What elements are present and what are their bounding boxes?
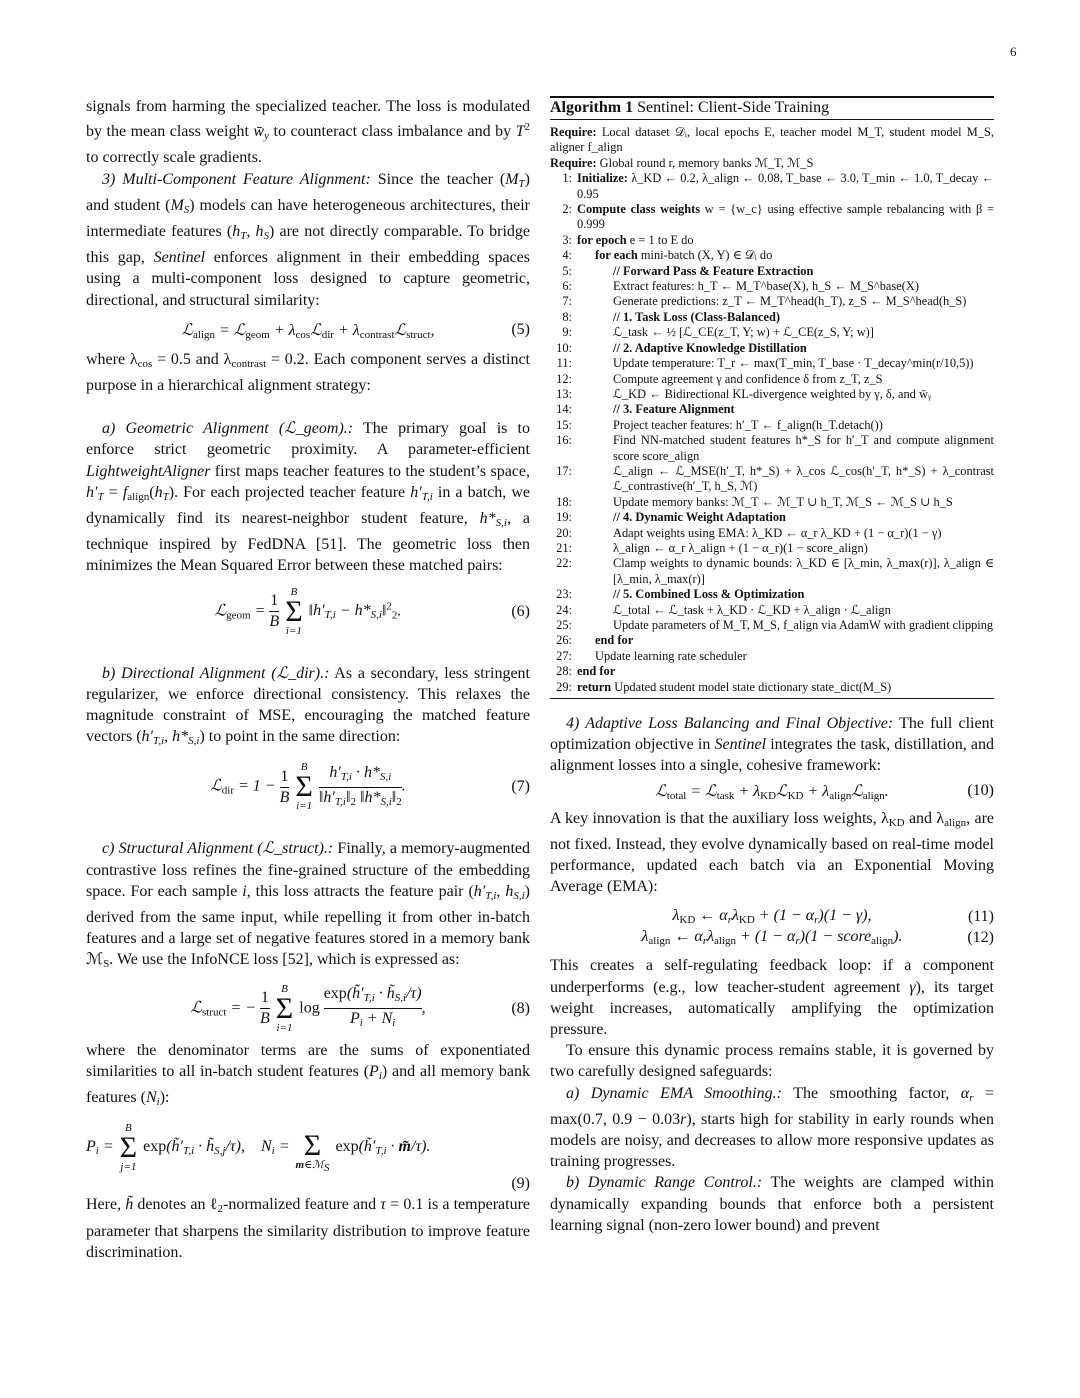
equation-12: $\lambda_{align}$ ← $\alpha_r\lambda_{align} + (1 - \alpha_r)(1$ − score$_{align}$). (12) <box>641 928 994 948</box>
algorithm-line-text: Update learning rate scheduler <box>595 648 747 663</box>
equation-6: ℒ$_{geom}$ = $\frac{1}{B}$ B Σ i=1 $‖h'_{T,i}$ − $h*_{S,i}‖^2_2$. (6) <box>214 585 530 637</box>
algorithm-line-number: 23: <box>556 587 572 602</box>
algorithm-line <box>550 233 994 248</box>
algorithm-line-number: 21: <box>556 540 572 555</box>
algorithm-line <box>550 664 994 679</box>
algorithm-line <box>550 495 994 510</box>
algorithm-line-number: 22: <box>556 556 572 571</box>
algorithm-line-number: 6: <box>562 279 572 294</box>
range-control-paragraph: b) Dynamic Range Control.: The weights are clamped within dynamically expanding bounds that enforce both a persistent learning signal (non-zero lower bound) and prevent <box>550 1174 994 1234</box>
algorithm-line-text: ℒ_total ← ℒ_task + λ_KD · ℒ_KD + λ_align · ℒ_align <box>613 602 891 617</box>
algorithm-line-number: 17: <box>556 463 572 478</box>
algorithm-line-number: 9: <box>562 325 572 340</box>
algorithm-line-number: 24: <box>556 602 572 617</box>
algorithm-line-number: 29: <box>556 679 572 694</box>
algorithm-line-text: Require: Global round r, memory banks ℳ_T, ℳ_S <box>550 155 814 170</box>
algorithm-line-number: 25: <box>556 618 572 632</box>
section-3-paragraph: 3) Multi-Component Feature Alignment: Since the teacher $(M_T)$ and student $(M_S)$ models can have heterogeneous architectures, their intermediate features ($h_T$, $h_S$) are not directly comparable. To bridge this gap, Sentinel enforces alignment in their embedding spaces using a multi-component loss designed to capture geometric, directional, and structural similarity: <box>86 170 531 309</box>
page-number: 6 <box>1010 44 1017 59</box>
equation-5-number: (5) <box>511 321 530 339</box>
algorithm-line-text: for epoch e = 1 to E do <box>577 232 694 247</box>
algorithm-line-number: 19: <box>556 510 572 525</box>
directional-alignment-paragraph: b) Directional Alignment (ℒ_dir).: As a secondary, less stringent regularizer, we enforce directional consistency. This relaxes the magnitude constraint of MSE, encouraging the matched feature vectors ($h'_{T,i}$, $h*_{S,i}$) to point in the same direction: <box>86 664 531 748</box>
algorithm-line-number: 7: <box>562 294 572 309</box>
algorithm-line-number: 13: <box>556 386 572 401</box>
algorithm-line <box>550 402 994 417</box>
geometric-alignment-title: a) Geometric Alignment (ℒ_geom).: <box>102 420 354 438</box>
algorithm-line <box>550 680 994 695</box>
equation-8-number: (8) <box>511 999 530 1017</box>
equation-6-number: (6) <box>511 602 530 620</box>
algorithm-line <box>550 279 994 294</box>
algorithm-line <box>550 526 994 541</box>
algorithm-line-text: Compute agreement γ and confidence δ from z_T, z_S <box>613 371 883 386</box>
algorithm-line-text: ℒ_task ← ½ [ℒ_CE(z_T, Y; w) + ℒ_CE(z_S, Y; w)] <box>613 325 874 340</box>
algorithm-line-text: λ_align ← α_r λ_align + (1 − α_r)(1 − score_align) <box>613 540 868 555</box>
right-column <box>550 96 994 1236</box>
equation-12-number: (12) <box>967 928 994 946</box>
algorithm-line-number: 1: <box>562 171 572 186</box>
algorithm-line-number: 15: <box>556 417 572 432</box>
algorithm-line <box>550 587 994 602</box>
algorithm-line-number: 8: <box>562 309 572 324</box>
algorithm-line <box>550 171 994 202</box>
paragraph-safeguards: To ensure this dynamic process remains stable, it is governed by two carefully designed safeguards: <box>550 1042 994 1081</box>
algorithm-line-number: 10: <box>556 340 572 355</box>
algorithm-line-text: end for <box>595 633 634 648</box>
algorithm-line-text: Compute class weights w = {w_c} using effective sample rebalancing with β = 0.999 <box>577 202 994 232</box>
left-column <box>86 96 530 1263</box>
range-control-title: b) Dynamic Range Control.: <box>566 1174 763 1192</box>
paragraph-normalized-feature: Here, h̃ denotes an ℓ$_2$-normalized feature and τ = 0.1 is a temperature parameter that sharpens the similarity distribution to improve feature discrimination. <box>86 1196 531 1261</box>
algorithm-line-text: end for <box>577 664 616 679</box>
algorithm-line <box>550 356 994 371</box>
algorithm-line-text: // 1. Task Loss (Class-Balanced) <box>613 309 780 324</box>
algorithm-line <box>550 387 994 402</box>
algorithm-line <box>550 202 994 233</box>
equation-5: ℒ$_{align}$ = ℒ$_{geom}$ + $\lambda_{cos}ℒ_{dir}$ + $\lambda_{contrast}ℒ_{struct}$, (5) <box>181 321 530 341</box>
algorithm-line-text: Update temperature: T_r ← max(T_min, T_base · T_decay^min(r/10,5)) <box>613 356 974 371</box>
ema-smoothing-title: a) Dynamic EMA Smoothing.: <box>566 1084 782 1102</box>
algorithm-line-text: ℒ_KD ← Bidirectional KL-divergence weighted by γ, δ, and w̄ᵧ <box>613 386 932 401</box>
algorithm-line-number: 3: <box>562 232 572 247</box>
algorithm-line-text: Clamp weights to dynamic bounds: λ_KD ∈ [λ_min, λ_max(r)], λ_align ∈ [λ_min, λ_max(r)] <box>613 556 994 586</box>
algorithm-line <box>550 264 994 279</box>
algorithm-line <box>550 310 994 325</box>
equation-11: $\lambda_{KD}$ ← $\alpha_r\lambda_{KD} + (1 - \alpha_r)(1 - \gamma)$, (11) <box>672 907 994 927</box>
algorithm-line-number: 20: <box>556 525 572 540</box>
section-3-title: 3) Multi-Component Feature Alignment: <box>102 170 371 188</box>
algorithm-box <box>550 96 994 699</box>
paragraph-feedback-loop: This creates a self-regulating feedback loop: if a component underperforms (e.g., low teacher-student agreement γ), its target weight increases, automatically amplifying the optimization pressure. <box>550 957 994 1039</box>
paragraph-lambda-values: where $\lambda_{cos} = 0.5$ and $\lambda_{contrast} = 0.2$. Each component serves a distinct purpose in a hierarchical alignment strategy: <box>86 350 530 395</box>
algorithm-line <box>550 649 994 664</box>
algorithm-line <box>550 556 994 587</box>
section-4-paragraph: 4) Adaptive Loss Balancing and Final Objective: The full client optimization objective in Sentinel integrates the task, distillation, and alignment losses into a single, cohesive framework: <box>550 715 995 775</box>
algorithm-line-number: 28: <box>556 664 572 679</box>
algorithm-line-number: 16: <box>556 433 572 448</box>
algorithm-line-text: Generate predictions: z_T ← M_T^head(h_T), z_S ← M_S^head(h_S) <box>613 294 967 309</box>
algorithm-line-text: // 4. Dynamic Weight Adaptation <box>613 510 786 525</box>
paragraph-denominator-terms: where the denominator terms are the sums of exponentiated similarities to all in-batch student features $(P_i)$ and all memory bank features $(N_i)$: <box>86 1041 531 1109</box>
algorithm-line-text: Update memory banks: ℳ_T ← ℳ_T ∪ h_T, ℳ_S ← ℳ_S ∪ h_S <box>613 494 953 509</box>
algorithm-line-text: Require: Local dataset 𝒟ᵢ, local epochs E, teacher model M_T, student model M_S, aligner f_align <box>550 125 994 155</box>
algorithm-body <box>550 120 994 698</box>
algorithm-line-number: 18: <box>556 494 572 509</box>
algorithm-line-text: // 2. Adaptive Knowledge Distillation <box>613 340 807 355</box>
algorithm-line-number: 26: <box>556 633 572 648</box>
ema-smoothing-paragraph: a) Dynamic EMA Smoothing.: The smoothing factor, $\alpha_r = \max(0.7$, 0.9 − 0.03r), starts high for stability in early rounds when models are noisy, and decreases to allow more responsive updates as training progresses. <box>550 1084 994 1171</box>
algorithm-line <box>550 433 994 464</box>
algorithm-line-text: // 3. Feature Alignment <box>613 402 735 417</box>
structural-alignment-title: c) Structural Alignment (ℒ_struct).: <box>102 840 334 858</box>
algorithm-line-number: 12: <box>556 371 572 386</box>
algorithm-line <box>550 464 994 495</box>
algorithm-line-text: // Forward Pass & Feature Extraction <box>613 263 814 278</box>
algorithm-line <box>550 341 994 356</box>
equation-8: ℒ$_{struct}$ = − $\frac{1}{B}$ B Σ i=1 log $\frac{\exp(h̃'_{T,i} \cdot h̃_{S,i}/\tau)}{P_i + N_i}$ , (8) <box>190 982 530 1034</box>
algorithm-line-text: Adapt weights using EMA: λ_KD ← α_r λ_KD + (1 − α_r)(1 − γ) <box>613 525 942 540</box>
algorithm-line-text: Initialize: λ_KD ← 0.2, λ_align ← 0.08, T_base ← 3.0, T_min ← 1.0, T_decay ← 0.95 <box>577 171 994 201</box>
algorithm-line <box>550 618 994 633</box>
algorithm-line-number: 11: <box>556 356 572 371</box>
section-4-title: 4) Adaptive Loss Balancing and Final Objective: <box>566 715 894 733</box>
equation-10-number: (10) <box>967 782 994 800</box>
algorithm-line-text: // 5. Combined Loss & Optimization <box>613 587 805 602</box>
algorithm-line <box>550 248 994 263</box>
algorithm-line-number: 5: <box>562 263 572 278</box>
algorithm-line-number: 27: <box>556 648 572 663</box>
algorithm-line <box>550 603 994 618</box>
structural-alignment-paragraph: c) Structural Alignment (ℒ_struct).: Finally, a memory-augmented contrastive loss refines the fine-grained structure of the embedding space. For each sample i, this loss attracts the feature pair ($h'_{T,i}$, $h_{S,i}$) derived from the same input, while repelling it from other in-batch features and a large set of negative features stored in a memory bank ℳ$_S$. We use the InfoNCE loss [52], which is expressed as: <box>86 840 530 971</box>
equation-11-number: (11) <box>967 907 994 925</box>
equation-7-number: (7) <box>511 778 530 796</box>
algorithm-line-text: Project teacher features: h′_T ← f_align(h_T.detach()) <box>613 417 883 432</box>
algorithm-line-number: 14: <box>556 402 572 417</box>
algorithm-line <box>550 633 994 648</box>
equation-7: ℒ$_{dir}$ = 1 − $\frac{1}{B}$ B Σ i=1 $\frac{h'_{T,i} \cdot h*_{S,i}}{‖h'_{T,i}‖_2 ‖h*_{S,i}‖_2}$ . (7) <box>210 761 530 813</box>
algorithm-line-text: ℒ_align ← ℒ_MSE(h′_T, h*_S) + λ_cos ℒ_cos(h′_T, h*_S) + λ_contrast ℒ_contrastive(h′_T, h_S, ℳ) <box>613 463 994 494</box>
algorithm-line-text: Extract features: h_T ← M_T^base(X), h_S ← M_S^base(X) <box>613 279 919 294</box>
algorithm-line-text: Update parameters of M_T, M_S, f_align via AdamW with gradient clipping <box>613 618 994 632</box>
paragraph-key-innovation: A key innovation is that the auxiliary loss weights, $\lambda_{KD}$ and $\lambda_{align}$, are not fixed. Instead, they evolve dynamically based on real-time model performance, updated each batch via an Exponential Moving Average (EMA): <box>550 809 995 896</box>
algorithm-line-number: 4: <box>562 248 572 263</box>
algorithm-line <box>550 156 994 171</box>
algorithm-line <box>550 325 994 340</box>
directional-alignment-title: b) Directional Alignment (ℒ_dir).: <box>102 664 330 682</box>
algorithm-line <box>550 418 994 433</box>
algorithm-line <box>550 125 994 156</box>
algorithm-line <box>550 372 994 387</box>
paragraph-loss-modulation: signals from harming the specialized teacher. The loss is modulated by the mean class weight $w̄_y$ to counteract class imbalance and by $T^2$ to correctly scale gradients. <box>86 98 531 167</box>
algorithm-line-text: for each mini-batch (X, Y) ∈ 𝒟ᵢ do <box>595 248 773 263</box>
algorithm-line-number: 2: <box>562 202 572 217</box>
algorithm-line <box>550 541 994 556</box>
geometric-alignment-paragraph: a) Geometric Alignment (ℒ_geom).: The primary goal is to enforce strict geometric proximity. A parameter-efficient LightweightAligner first maps teacher features to the student’s space, $h'_T = f_{align}(h_T)$. For each projected teacher feature $h'_{T,i}$ in a batch, we dynamically find its nearest-neighbor student feature, $h*_{S,i}$, a technique inspired by FedDNA [51]. The geometric loss then minimizes the Mean Squared Error between these matched pairs: <box>86 420 531 575</box>
equation-9: $P_i$ = B Σ j=1 $\exp(h̃'_{T,i}$ · $h̃_{S,j}/\tau$), $N_i$ = Σ m∈ℳS $\exp(h̃'_{T,i}$ · m̃/τ). <box>86 1121 431 1175</box>
algorithm-title: Algorithm 1 Sentinel: Client-Side Training <box>550 98 994 120</box>
algorithm-line <box>550 510 994 525</box>
algorithm-line-text: Find NN-matched student features h*_S for h′_T and compute alignment score score_align <box>613 433 994 463</box>
algorithm-line-text: return Updated student model state dictionary state_dict(M_S) <box>577 679 892 694</box>
equation-10: ℒ$_{total}$ = ℒ$_{task}$ + $\lambda_{KD}ℒ_{KD}$ + $\lambda_{align}ℒ_{align}$. (10) <box>655 782 994 802</box>
algorithm-line <box>550 294 994 309</box>
equation-9-number: (9) <box>511 1175 530 1193</box>
